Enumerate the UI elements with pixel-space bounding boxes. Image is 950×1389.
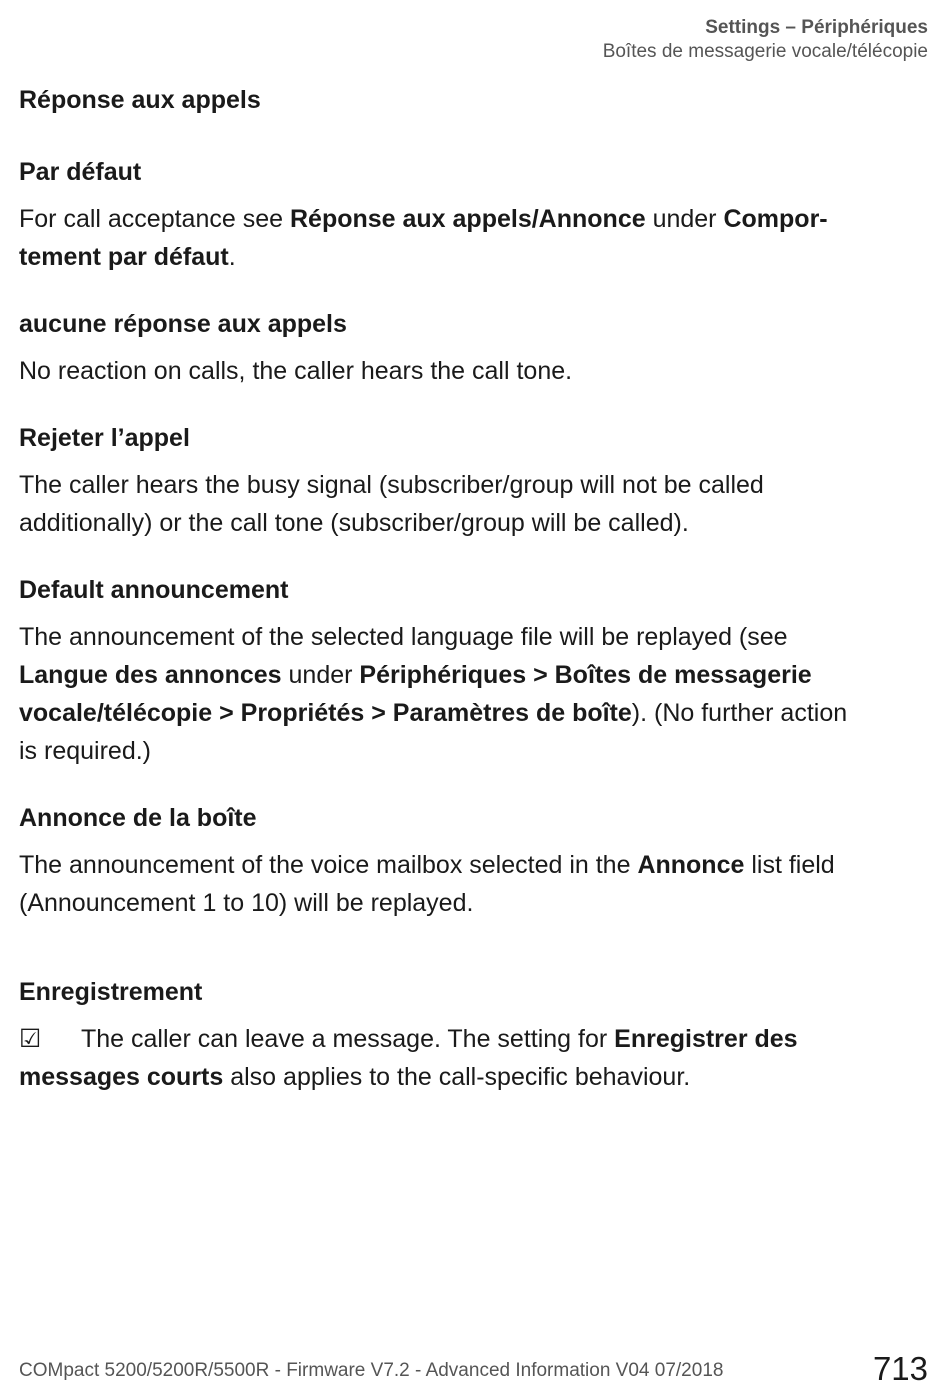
section-heading: Par défaut bbox=[19, 158, 142, 186]
bold-term: Enregistrer des bbox=[614, 1025, 798, 1053]
text-run: . bbox=[228, 243, 236, 271]
text-run: For call acceptance see bbox=[19, 205, 290, 233]
bold-term: Compor- bbox=[723, 205, 828, 233]
section-heading: Default announcement bbox=[19, 576, 289, 604]
section-aucune-reponse bbox=[19, 306, 924, 390]
section-annonce-boite bbox=[19, 800, 924, 922]
bold-term: Réponse aux appels/Annonce bbox=[289, 205, 646, 233]
bold-term: Périphériques > Boîtes de messagerie bbox=[359, 661, 812, 689]
text-run: also applies to the call-specific behaviour. bbox=[223, 1063, 691, 1091]
bold-term: vocale/télécopie > Propriétés > Paramètres de boîte bbox=[19, 699, 632, 727]
text-run: The announcement of the voice mailbox selected in the bbox=[19, 851, 638, 879]
section-text bbox=[19, 200, 924, 276]
header-section: Settings – Périphériques bbox=[705, 17, 928, 38]
section-rejeter-appel bbox=[19, 420, 924, 542]
page-number: 713 bbox=[872, 1350, 928, 1387]
page-title: Réponse aux appels bbox=[19, 86, 261, 114]
section-text bbox=[19, 1020, 924, 1096]
checkbox-checked-icon: ☑ bbox=[19, 1024, 42, 1053]
text-run: list field bbox=[744, 851, 835, 879]
section-par-defaut bbox=[19, 154, 924, 276]
bold-term: tement par défaut bbox=[19, 243, 229, 271]
footer-text: COMpact 5200/5200R/5500R - Firmware V7.2 - Advanced Information V04 07/2018 bbox=[19, 1360, 724, 1381]
section-text: No reaction on calls, the caller hears the call tone. bbox=[19, 357, 573, 385]
bold-term: messages courts bbox=[19, 1063, 224, 1091]
section-enregistrement bbox=[19, 974, 924, 1096]
text-run: ). (No further action bbox=[631, 699, 848, 727]
section-heading: Rejeter l’appel bbox=[19, 424, 190, 452]
text-run: (Announcement 1 to 10) will be replayed. bbox=[19, 889, 474, 917]
section-text bbox=[19, 466, 924, 542]
section-heading: Annonce de la boîte bbox=[19, 804, 257, 832]
text-line: additionally) or the call tone (subscriber/group will be called). bbox=[19, 509, 689, 537]
page-content bbox=[19, 82, 924, 1096]
section-text bbox=[19, 618, 924, 770]
text-run: The caller can leave a message. The setting for bbox=[81, 1025, 615, 1053]
text-run: under bbox=[281, 661, 360, 689]
text-run: is required.) bbox=[19, 737, 151, 765]
running-header bbox=[603, 16, 928, 64]
bold-term: Annonce bbox=[637, 851, 745, 879]
text-run: The announcement of the selected language file will be replayed (see bbox=[19, 623, 788, 651]
section-default-announcement bbox=[19, 572, 924, 770]
section-heading: aucune réponse aux appels bbox=[19, 310, 347, 338]
text-line: The caller hears the busy signal (subscriber/group will not be called bbox=[19, 471, 764, 499]
bold-term: Langue des annonces bbox=[19, 661, 282, 689]
text-run: under bbox=[645, 205, 724, 233]
section-heading: Enregistrement bbox=[19, 978, 203, 1006]
header-subsection: Boîtes de messagerie vocale/télécopie bbox=[602, 41, 928, 62]
section-text bbox=[19, 846, 924, 922]
